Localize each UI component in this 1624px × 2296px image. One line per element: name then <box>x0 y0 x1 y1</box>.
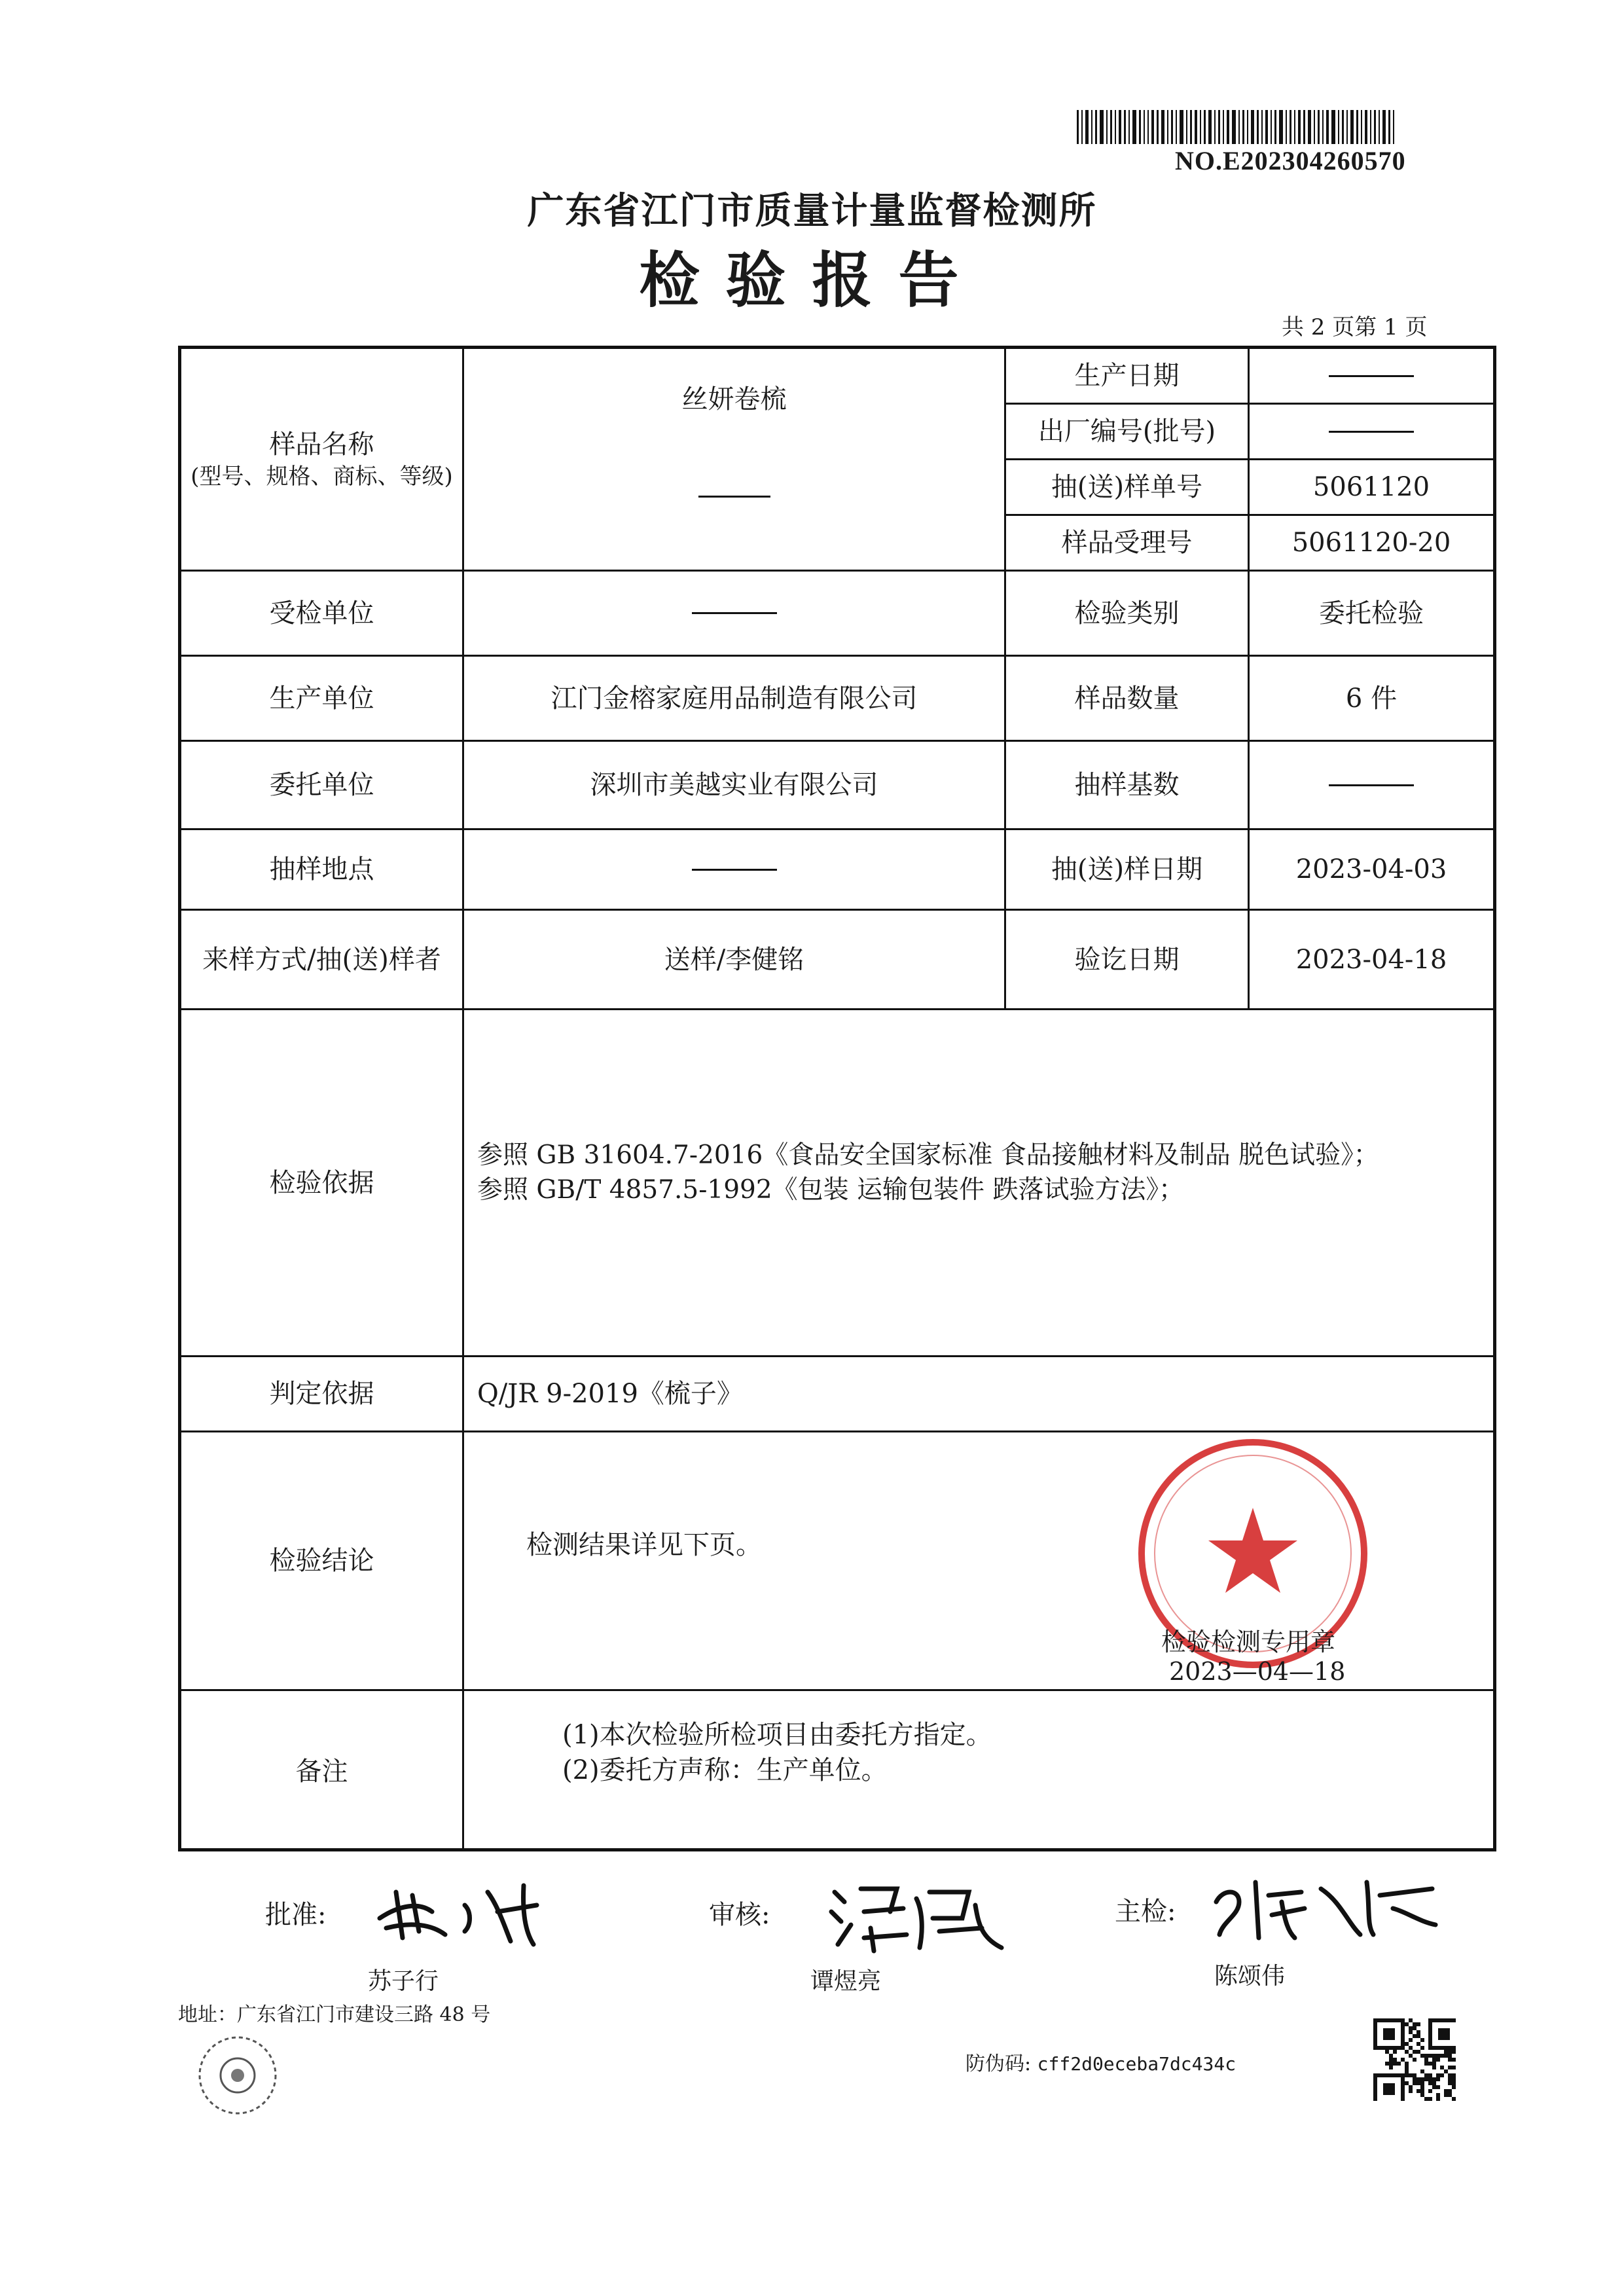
barcode-bar <box>1161 110 1164 144</box>
anti-fake-code: cff2d0eceba7dc434c <box>1037 2053 1236 2075</box>
dash-mark <box>698 496 770 498</box>
barcode-bar <box>1095 110 1097 144</box>
barcode-bar <box>1180 110 1183 144</box>
barcode-bar <box>1238 110 1240 144</box>
barcode-bar <box>1356 110 1358 144</box>
inspected-unit-label: 受检单位 <box>181 572 464 657</box>
barcode-bar <box>1106 110 1108 144</box>
barcode-bar <box>1128 110 1130 144</box>
address: 地址：广东省江门市建设三路 48 号 <box>178 2003 491 2026</box>
sample-name-label: 样品名称 <box>269 429 374 460</box>
barcode-bar <box>1271 110 1272 144</box>
barcode-bar <box>1379 110 1380 144</box>
barcode-bar <box>1338 110 1339 144</box>
client-label: 委托单位 <box>181 742 464 830</box>
barcode-bar <box>1167 110 1168 144</box>
barcode-bar <box>1393 110 1394 144</box>
approve-label: 批准: <box>265 1900 327 1930</box>
barcode-bar <box>1132 110 1136 144</box>
barcode-bar <box>1314 110 1315 144</box>
inspection-type-value: 委托检验 <box>1250 572 1493 657</box>
barcode-bar <box>1257 110 1259 144</box>
basis-label: 检验依据 <box>181 1010 464 1357</box>
barcode-bar <box>1274 110 1276 144</box>
barcode-bar <box>1279 110 1283 144</box>
stamp-date: 2023—04—18 <box>1169 1657 1346 1686</box>
sample-accept-no-value: 5061120-20 <box>1250 516 1493 572</box>
barcode-bar <box>1261 110 1263 144</box>
batch-no-label: 出厂编号(批号) <box>1006 405 1250 460</box>
sample-name-sub-label: (型号、规格、商标、等级) <box>190 463 453 490</box>
sample-qty-label: 样品数量 <box>1006 657 1250 742</box>
sampling-place-label: 抽样地点 <box>181 830 464 911</box>
production-date-value <box>1250 349 1493 405</box>
barcode-bar <box>1374 110 1376 144</box>
barcode-bar <box>1081 110 1083 144</box>
barcode-bar <box>1365 110 1367 144</box>
barcode-bar <box>1186 110 1187 144</box>
barcode-bar <box>1303 110 1305 144</box>
barcode-bar <box>1223 110 1224 144</box>
page-info: 共 2 页第 1 页 <box>1282 314 1428 340</box>
sample-qty-value: 6 件 <box>1250 657 1493 742</box>
basis-line-2: 参照 GB/T 4857.5-1992《包装 运输包装件 跌落试验方法》； <box>477 1175 1184 1205</box>
barcode-bar <box>1318 110 1320 144</box>
producer-value: 江门金榕家庭用品制造有限公司 <box>464 657 1006 742</box>
barcode-bar <box>1232 110 1236 144</box>
report-number: NO.E202304260570 <box>1175 146 1406 175</box>
barcode-bar <box>1242 110 1244 144</box>
barcode-bar <box>1350 110 1354 144</box>
organization-title: 广东省江门市质量计量监督检测所 <box>527 189 1097 232</box>
barcode-bar <box>1176 110 1177 144</box>
sampling-order-no-label: 抽(送)样单号 <box>1006 460 1250 516</box>
stamp-caption: 检验检测专用章 <box>1161 1628 1336 1656</box>
sampling-place-value <box>464 830 1006 911</box>
approve-signature <box>373 1866 556 1954</box>
judgement-value: Q/JR 9-2019《梳子》 <box>464 1357 1493 1432</box>
barcode-bar <box>1326 110 1329 144</box>
production-date-label: 生产日期 <box>1006 349 1250 405</box>
barcode-bar <box>1294 110 1295 144</box>
review-name: 谭煜亮 <box>810 1968 882 1995</box>
qr-code-icon <box>1373 2018 1456 2101</box>
conclusion-label: 检验结论 <box>181 1432 464 1691</box>
barcode-bar <box>1200 110 1201 144</box>
sample-name-value: 丝妍卷梳 <box>681 384 787 414</box>
conclusion-value-cell <box>464 1432 1493 1691</box>
anti-fake-label: 防伪码: <box>965 2052 1032 2075</box>
barcode-bar <box>1361 110 1362 144</box>
handwritten-signature-icon <box>825 1872 1015 1958</box>
handwritten-signature-icon <box>373 1866 556 1951</box>
barcode-bar <box>1370 110 1371 144</box>
barcode-bar <box>1308 110 1311 144</box>
barcode-bar <box>1346 110 1348 144</box>
barcode <box>1077 110 1456 144</box>
barcode-bar <box>1144 110 1145 144</box>
sampling-base-value <box>1250 742 1493 830</box>
judgement-label: 判定依据 <box>181 1357 464 1432</box>
barcode-bar <box>1388 110 1390 144</box>
review-signature <box>825 1872 1015 1960</box>
producer-label: 生产单位 <box>181 657 464 742</box>
barcode-bar <box>1139 110 1141 144</box>
barcode-bar <box>1171 110 1173 144</box>
barcode-bar <box>1151 110 1154 144</box>
barcode-bar <box>1204 110 1206 144</box>
barcode-bar <box>1110 110 1112 144</box>
barcode-bar <box>1382 110 1386 144</box>
certification-mark <box>195 2033 280 2121</box>
batch-no-value <box>1250 405 1493 460</box>
report-table <box>178 346 1496 1851</box>
inspected-unit-value <box>464 572 1006 657</box>
sampling-order-no-value: 5061120 <box>1250 460 1493 516</box>
barcode-bar <box>1265 110 1268 144</box>
barcode-bar <box>1331 110 1335 144</box>
client-value: 深圳市美越实业有限公司 <box>464 742 1006 830</box>
barcode-bar <box>1214 110 1216 144</box>
barcode-bar <box>1124 110 1126 144</box>
barcode-bar <box>1157 110 1159 144</box>
sample-name-value-cell <box>464 349 1006 572</box>
barcode-bar <box>1085 110 1089 144</box>
barcode-bar <box>1208 110 1212 144</box>
approve-name: 苏子行 <box>368 1968 439 1995</box>
sampling-method-label: 来样方式/抽(送)样者 <box>181 911 464 1010</box>
barcode-bar <box>1218 110 1220 144</box>
remarks-line-1: (1)本次检验所检项目由委托方指定。 <box>562 1720 992 1750</box>
remarks-line-2: (2)委托方声称：生产单位。 <box>562 1755 888 1785</box>
barcode-bar <box>1115 110 1116 144</box>
sampling-method-value: 送样/李健铭 <box>464 911 1006 1010</box>
barcode-bar <box>1251 110 1254 144</box>
barcode-bar <box>1298 110 1301 144</box>
sampling-base-label: 抽样基数 <box>1006 742 1250 830</box>
barcode-bar <box>1100 110 1104 144</box>
inspect-label: 主检: <box>1115 1897 1176 1927</box>
sample-accept-no-label: 样品受理号 <box>1006 516 1250 572</box>
barcode-bar <box>1119 110 1121 144</box>
anti-fake <box>965 2047 1236 2076</box>
barcode-bar <box>1227 110 1229 144</box>
sampling-date-label: 抽(送)样日期 <box>1006 830 1250 911</box>
barcode-bar <box>1290 110 1291 144</box>
conclusion-value: 检测结果详见下页。 <box>526 1530 762 1560</box>
remarks-label: 备注 <box>181 1691 464 1851</box>
finish-date-value: 2023-04-18 <box>1250 911 1493 1010</box>
basis-line-1: 参照 GB 31604.7-2016《食品安全国家标准 食品接触材料及制品 脱色试验》； <box>477 1140 1379 1170</box>
remarks-value-cell <box>464 1691 1493 1851</box>
barcode-bar <box>1190 110 1192 144</box>
barcode-bar <box>1322 110 1324 144</box>
handwritten-signature-icon <box>1210 1863 1445 1948</box>
official-stamp <box>1122 1432 1384 1688</box>
barcode-bar <box>1247 110 1248 144</box>
certification-seal-icon <box>195 2033 280 2118</box>
inspect-name: 陈颂伟 <box>1214 1963 1286 1990</box>
basis-value-cell <box>464 1010 1493 1357</box>
sampling-date-value: 2023-04-03 <box>1250 830 1493 911</box>
barcode-bar <box>1147 110 1149 144</box>
document-title: 检验报告 <box>639 245 985 316</box>
barcode-bar <box>1342 110 1344 144</box>
barcode-bar <box>1195 110 1197 144</box>
barcode-bar <box>1077 110 1079 144</box>
inspection-type-label: 检验类别 <box>1006 572 1250 657</box>
inspect-signature <box>1210 1863 1445 1950</box>
barcode-bar <box>1286 110 1287 144</box>
review-label: 审核: <box>709 1900 770 1930</box>
finish-date-label: 验讫日期 <box>1006 911 1250 1010</box>
qr-code <box>1373 2018 1456 2104</box>
sample-name-label-cell <box>181 349 464 572</box>
barcode-bar <box>1091 110 1092 144</box>
